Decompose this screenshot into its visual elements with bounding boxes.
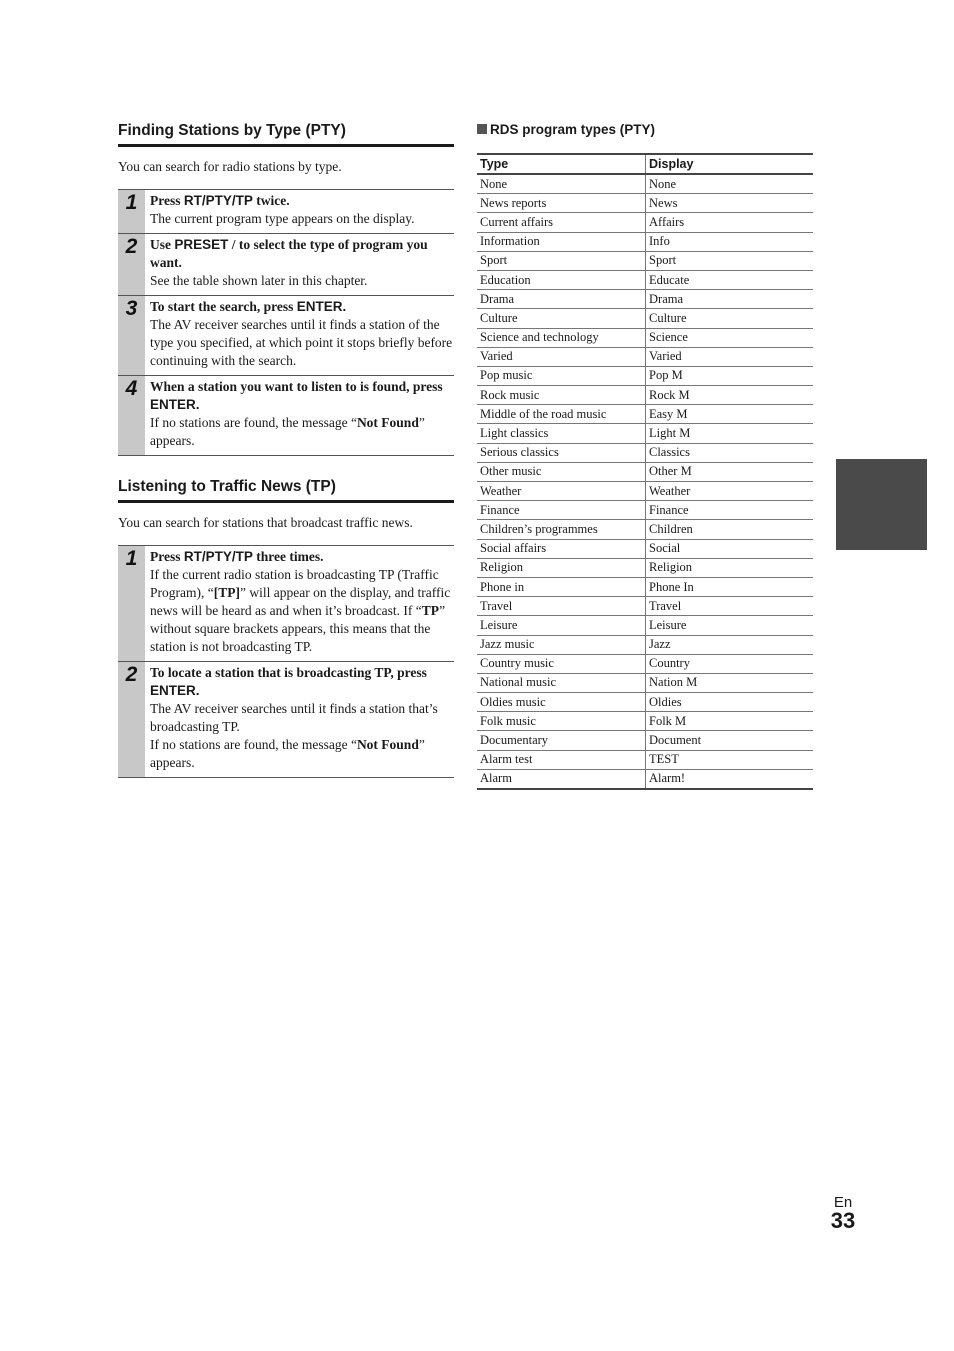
- type-cell: Alarm: [477, 769, 646, 789]
- tp-steps: [118, 545, 454, 778]
- step-text: See the table shown later in this chapter.: [150, 273, 368, 288]
- type-cell: Finance: [477, 501, 646, 520]
- table-row: [477, 328, 813, 347]
- type-cell: Current affairs: [477, 213, 646, 232]
- type-cell: National music: [477, 673, 646, 692]
- type-cell: Rock music: [477, 386, 646, 405]
- page-number: 33: [830, 1208, 856, 1233]
- square-bullet-icon: [477, 124, 487, 134]
- display-cell: Other M: [646, 462, 814, 481]
- table-row: [477, 558, 813, 577]
- type-cell: Sport: [477, 251, 646, 270]
- step-number: 2: [118, 662, 145, 777]
- pty-step-4: [118, 376, 454, 456]
- table-row: [477, 424, 813, 443]
- type-cell: Leisure: [477, 616, 646, 635]
- step-text: If no stations are found, the message “Not Found” appears.: [150, 737, 425, 770]
- table-row: [477, 597, 813, 616]
- type-cell: News reports: [477, 194, 646, 213]
- display-cell: Educate: [646, 270, 814, 289]
- type-cell: Country music: [477, 654, 646, 673]
- pty-step-1: [118, 190, 454, 234]
- tp-section: [118, 478, 454, 778]
- step-number: 1: [118, 190, 145, 233]
- pty-table-title: RDS program types (PTY): [477, 122, 813, 137]
- table-row: [477, 290, 813, 309]
- display-cell: Travel: [646, 597, 814, 616]
- side-tab-marker: [836, 459, 927, 550]
- display-cell: Oldies: [646, 693, 814, 712]
- display-cell: Info: [646, 232, 814, 251]
- display-cell: Sport: [646, 251, 814, 270]
- right-column: [477, 122, 813, 790]
- type-cell: Culture: [477, 309, 646, 328]
- table-row: [477, 635, 813, 654]
- type-cell: None: [477, 174, 646, 194]
- pty-section-title: Finding Stations by Type (PTY): [118, 122, 454, 147]
- pty-steps: [118, 189, 454, 456]
- display-cell: Social: [646, 539, 814, 558]
- display-cell: Finance: [646, 501, 814, 520]
- table-row: [477, 501, 813, 520]
- step-heading: When a station you want to listen to is found, press ENTER.: [150, 379, 443, 412]
- type-cell: Serious classics: [477, 443, 646, 462]
- type-cell: Alarm test: [477, 750, 646, 769]
- table-row: [477, 251, 813, 270]
- type-cell: Light classics: [477, 424, 646, 443]
- type-cell: Drama: [477, 290, 646, 309]
- display-cell: Nation M: [646, 673, 814, 692]
- display-cell: Alarm!: [649, 771, 686, 786]
- display-cell: Country: [646, 654, 814, 673]
- display-cell: Light M: [646, 424, 814, 443]
- display-cell: Drama: [646, 290, 814, 309]
- display-cell: Culture: [646, 309, 814, 328]
- table-header-row: [477, 154, 813, 174]
- table-row: [477, 577, 813, 596]
- step-text: If no stations are found, the message “Not Found” appears.: [150, 415, 425, 448]
- display-cell: Rock M: [646, 386, 814, 405]
- type-cell: Oldies music: [477, 693, 646, 712]
- table-row: [477, 270, 813, 289]
- display-cell: Classics: [646, 443, 814, 462]
- type-cell: Documentary: [477, 731, 646, 750]
- type-cell: Travel: [477, 597, 646, 616]
- step-heading: To start the search, press ENTER.: [150, 299, 347, 314]
- table-row: [477, 194, 813, 213]
- display-cell: Affairs: [646, 213, 814, 232]
- table-row: [477, 405, 813, 424]
- display-cell: News: [646, 194, 814, 213]
- table-row: [477, 386, 813, 405]
- step-number: 1: [118, 546, 145, 661]
- display-cell: None: [646, 174, 814, 194]
- display-cell: Leisure: [646, 616, 814, 635]
- type-cell: Varied: [477, 347, 646, 366]
- step-number: 2: [118, 234, 145, 295]
- display-cell: Pop M: [646, 366, 814, 385]
- page-number-block: [818, 1194, 868, 1234]
- step-text: The AV receiver searches until it finds a station of the type you specified, at which point it stops briefly before continuing with the search.: [150, 317, 453, 368]
- pty-intro: You can search for radio stations by type.: [118, 159, 342, 174]
- table-row: [477, 731, 813, 750]
- step-heading: Press RT/PTY/TP twice.: [150, 193, 290, 208]
- tp-step-1: [118, 546, 454, 662]
- display-cell: Religion: [646, 558, 814, 577]
- step-number: 4: [118, 376, 145, 455]
- step-text: If the current radio station is broadcasting TP (Traffic Program), “[TP]” will appear on the display, and traffic news will be heard as and when it’s broadcast. If “TP” without square brackets appears, this means that the station is not broadcasting TP.: [150, 567, 451, 654]
- type-cell: Social affairs: [477, 539, 646, 558]
- type-cell: Religion: [477, 558, 646, 577]
- step-heading: Use PRESET / to select the type of program you want.: [150, 237, 428, 270]
- table-row: [477, 539, 813, 558]
- table-row: [477, 482, 813, 501]
- display-cell: Easy M: [646, 405, 814, 424]
- table-row: [477, 213, 813, 232]
- header-display: Display: [646, 154, 814, 174]
- step-text: The AV receiver searches until it finds a station that’s broadcasting TP.: [150, 701, 438, 734]
- table-row: [477, 366, 813, 385]
- table-row: [477, 769, 813, 789]
- table-row: [477, 174, 813, 194]
- table-row: [477, 673, 813, 692]
- type-cell: Weather: [477, 482, 646, 501]
- type-cell: Pop music: [477, 366, 646, 385]
- pty-step-2: [118, 234, 454, 296]
- type-cell: Middle of the road music: [477, 405, 646, 424]
- table-row: [477, 309, 813, 328]
- display-cell: Weather: [646, 482, 814, 501]
- type-cell: Children’s programmes: [477, 520, 646, 539]
- language-label: En: [833, 1194, 853, 1211]
- display-cell: Jazz: [646, 635, 814, 654]
- display-cell: Children: [646, 520, 814, 539]
- table-row: [477, 520, 813, 539]
- tp-intro: You can search for stations that broadcast traffic news.: [118, 515, 413, 530]
- step-heading: To locate a station that is broadcasting TP, press ENTER.: [150, 665, 427, 698]
- type-cell: Education: [477, 270, 646, 289]
- pty-step-3: [118, 296, 454, 376]
- table-row: [477, 616, 813, 635]
- table-row: [477, 232, 813, 251]
- pty-table: [477, 153, 813, 790]
- type-cell: Jazz music: [477, 635, 646, 654]
- table-row: [477, 462, 813, 481]
- display-cell: Varied: [646, 347, 814, 366]
- display-cell: TEST: [646, 750, 814, 769]
- type-cell: Folk music: [477, 712, 646, 731]
- table-row: [477, 750, 813, 769]
- display-cell: Folk M: [646, 712, 814, 731]
- header-type: Type: [477, 154, 646, 174]
- left-column: [118, 122, 454, 778]
- step-heading: Press RT/PTY/TP three times.: [150, 549, 324, 564]
- table-row: [477, 693, 813, 712]
- display-cell: Science: [646, 328, 814, 347]
- display-cell: Document: [646, 731, 814, 750]
- step-number: 3: [118, 296, 145, 375]
- tp-section-title: Listening to Traffic News (TP): [118, 478, 454, 503]
- table-row: [477, 443, 813, 462]
- pty-table-body: [477, 174, 813, 789]
- display-cell: Phone In: [646, 577, 814, 596]
- tp-step-2: [118, 662, 454, 778]
- type-cell: Science and technology: [477, 328, 646, 347]
- table-row: [477, 654, 813, 673]
- table-row: [477, 347, 813, 366]
- step-text: The current program type appears on the display.: [150, 211, 415, 226]
- type-cell: Information: [477, 232, 646, 251]
- table-row: [477, 712, 813, 731]
- type-cell: Phone in: [477, 577, 646, 596]
- type-cell: Other music: [477, 462, 646, 481]
